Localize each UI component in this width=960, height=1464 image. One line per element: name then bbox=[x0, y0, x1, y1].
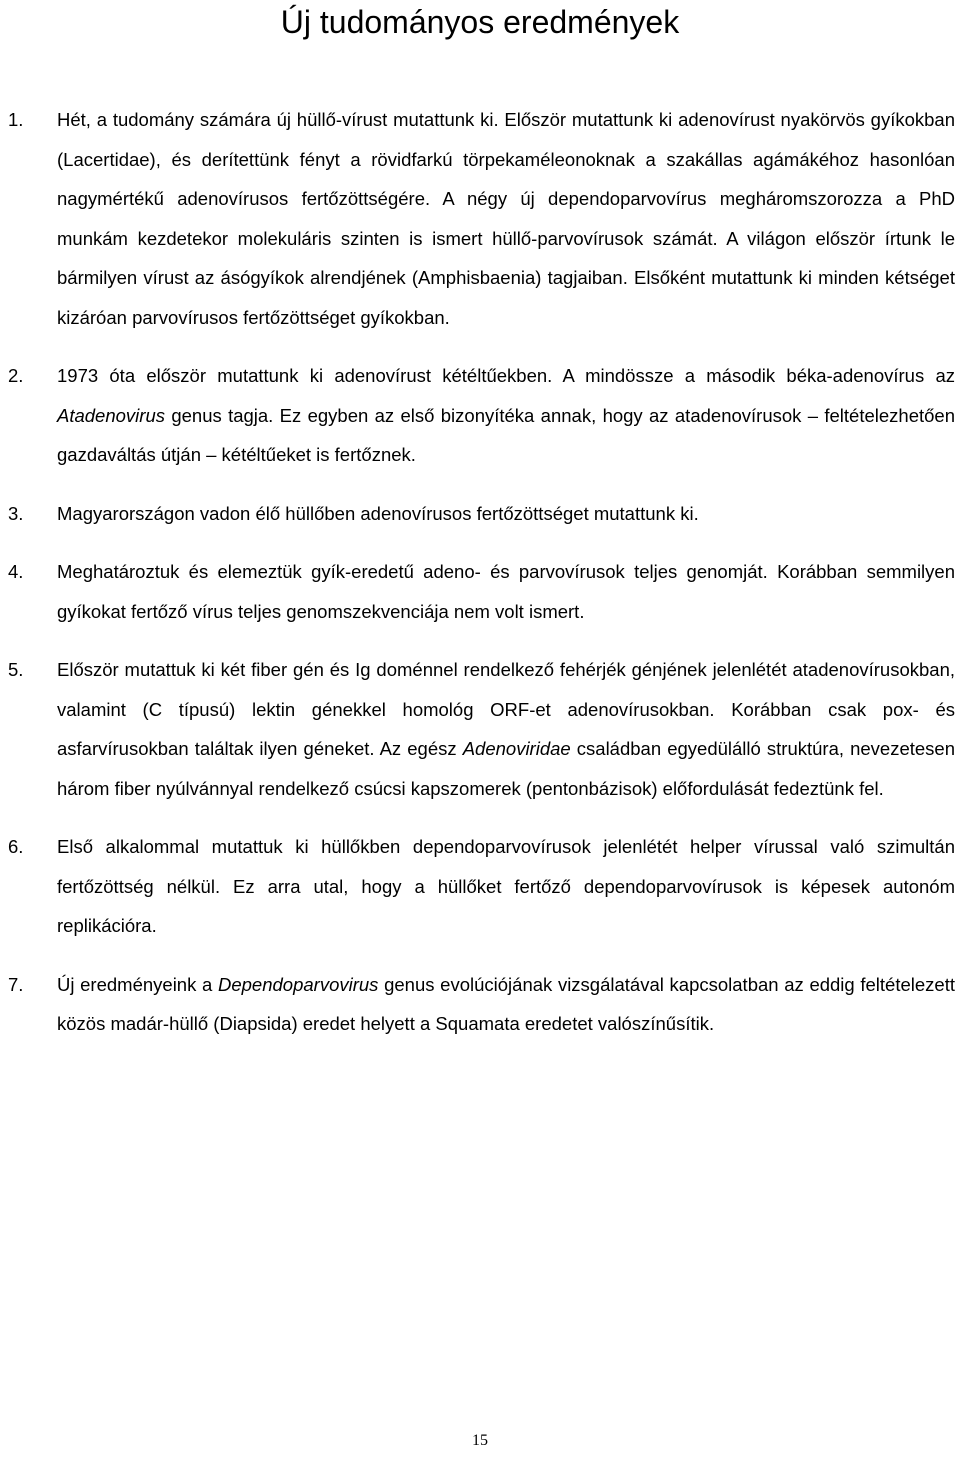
item-text-segment: Új eredményeink a bbox=[57, 973, 218, 995]
results-list bbox=[0, 100, 960, 1063]
list-item bbox=[0, 552, 960, 631]
item-text-segment: Magyarországon vadon élő hüllőben adenovírusos fertőzöttséget mutattunk ki. bbox=[57, 502, 699, 524]
item-number: 3. bbox=[8, 502, 24, 524]
italic-genus-name: Dependoparvovirus bbox=[217, 973, 379, 995]
item-number: 5. bbox=[8, 659, 24, 680]
item-text-segment: 1973 óta először mutattunk ki adenovírust kétéltűekben. A mindössze a második béka-adenovírus az bbox=[57, 365, 955, 386]
item-number: 1. bbox=[8, 109, 24, 130]
item-text-segment: genus evolúciójának vizsgálatával kapcsolatban az eddig feltételezett közös madár-hüllő (Diapsida) eredet helyett a Squamata eredetet valószínűsítik. bbox=[57, 973, 955, 1034]
item-text-segment: családban egyedülálló struktúra, nevezetesen három fiber nyúlvánnyal rendelkező csúcsi kapszomerek (pentonbázisok) előfordulását fedeztünk fel. bbox=[57, 738, 955, 799]
italic-genus-name: Atadenovirus bbox=[57, 404, 165, 426]
item-text bbox=[57, 650, 955, 808]
item-text bbox=[57, 100, 955, 337]
item-text bbox=[57, 356, 955, 475]
item-number: 4. bbox=[8, 561, 24, 582]
item-number: 2. bbox=[8, 365, 24, 386]
page-title: Új tudományos eredmények bbox=[280, 4, 680, 40]
list-item bbox=[0, 965, 960, 1044]
item-text bbox=[57, 552, 955, 631]
list-item bbox=[0, 494, 960, 534]
item-text bbox=[57, 494, 955, 534]
list-item bbox=[0, 650, 960, 808]
list-item bbox=[0, 100, 960, 337]
list-item bbox=[0, 827, 960, 946]
item-text bbox=[57, 965, 955, 1044]
item-text-segment: Meghatároztuk és elemeztük gyík-eredetű adeno- és parvovírusok teljes genomját. Korábban semmilyen gyíkokat fertőző vírus teljes genomszekvenciája nem volt ismert. bbox=[57, 561, 955, 622]
item-text-segment: Első alkalommal mutattuk ki hüllőkben dependoparvovírusok jelenlétét helper vírussal való szimultán fertőzöttség nélkül. Ez arra utal, hogy a hüllőket fertőző dependoparvovírusok is képesek autonóm replikációra. bbox=[57, 836, 955, 936]
item-text bbox=[57, 827, 955, 946]
item-number: 6. bbox=[8, 836, 24, 857]
page-number: 15 bbox=[472, 1432, 488, 1449]
list-item bbox=[0, 356, 960, 475]
item-text-segment: genus tagja. Ez egyben az első bizonyítéka annak, hogy az atadenovírusok – feltételezhetően gazdaváltás útján – kétéltűeket is fertőznek. bbox=[57, 404, 955, 465]
italic-family-name: Adenoviridae bbox=[462, 738, 571, 759]
item-text-segment: Hét, a tudomány számára új hüllő-vírust mutattunk ki. Először mutattunk ki adenovírust nyakörvös gyíkokban (Lacertidae), és derítettünk fényt a rövidfarkú törpekaméleonoknak a szakállas agámákéhoz hasonlóan nagymértékű adenovírusos fertőzöttségére. A négy új dependoparvovírus megháromszorozza a PhD munkám kezdetekor molekuláris szinten is ismert hüllő-parvovírusok számát. A világon először írtunk le bármilyen vírust az ásógyíkok alrendjének (Amphisbaenia) tagjaiban. Elsőként mutattunk ki minden kétséget kizáróan parvovírusos fertőzöttséget gyíkokban. bbox=[57, 109, 955, 328]
item-text-segment: Először mutattuk ki két fiber gén és Ig doménnel rendelkező fehérjék génjének jelenlétét atadenovírusokban, valamint (C típusú) lektin génekkel homológ ORF-et adenovírusokban. Korábban csak pox- és asfarvírusokban találtak ilyen géneket. Az egész bbox=[57, 659, 955, 759]
item-number: 7. bbox=[8, 973, 24, 995]
